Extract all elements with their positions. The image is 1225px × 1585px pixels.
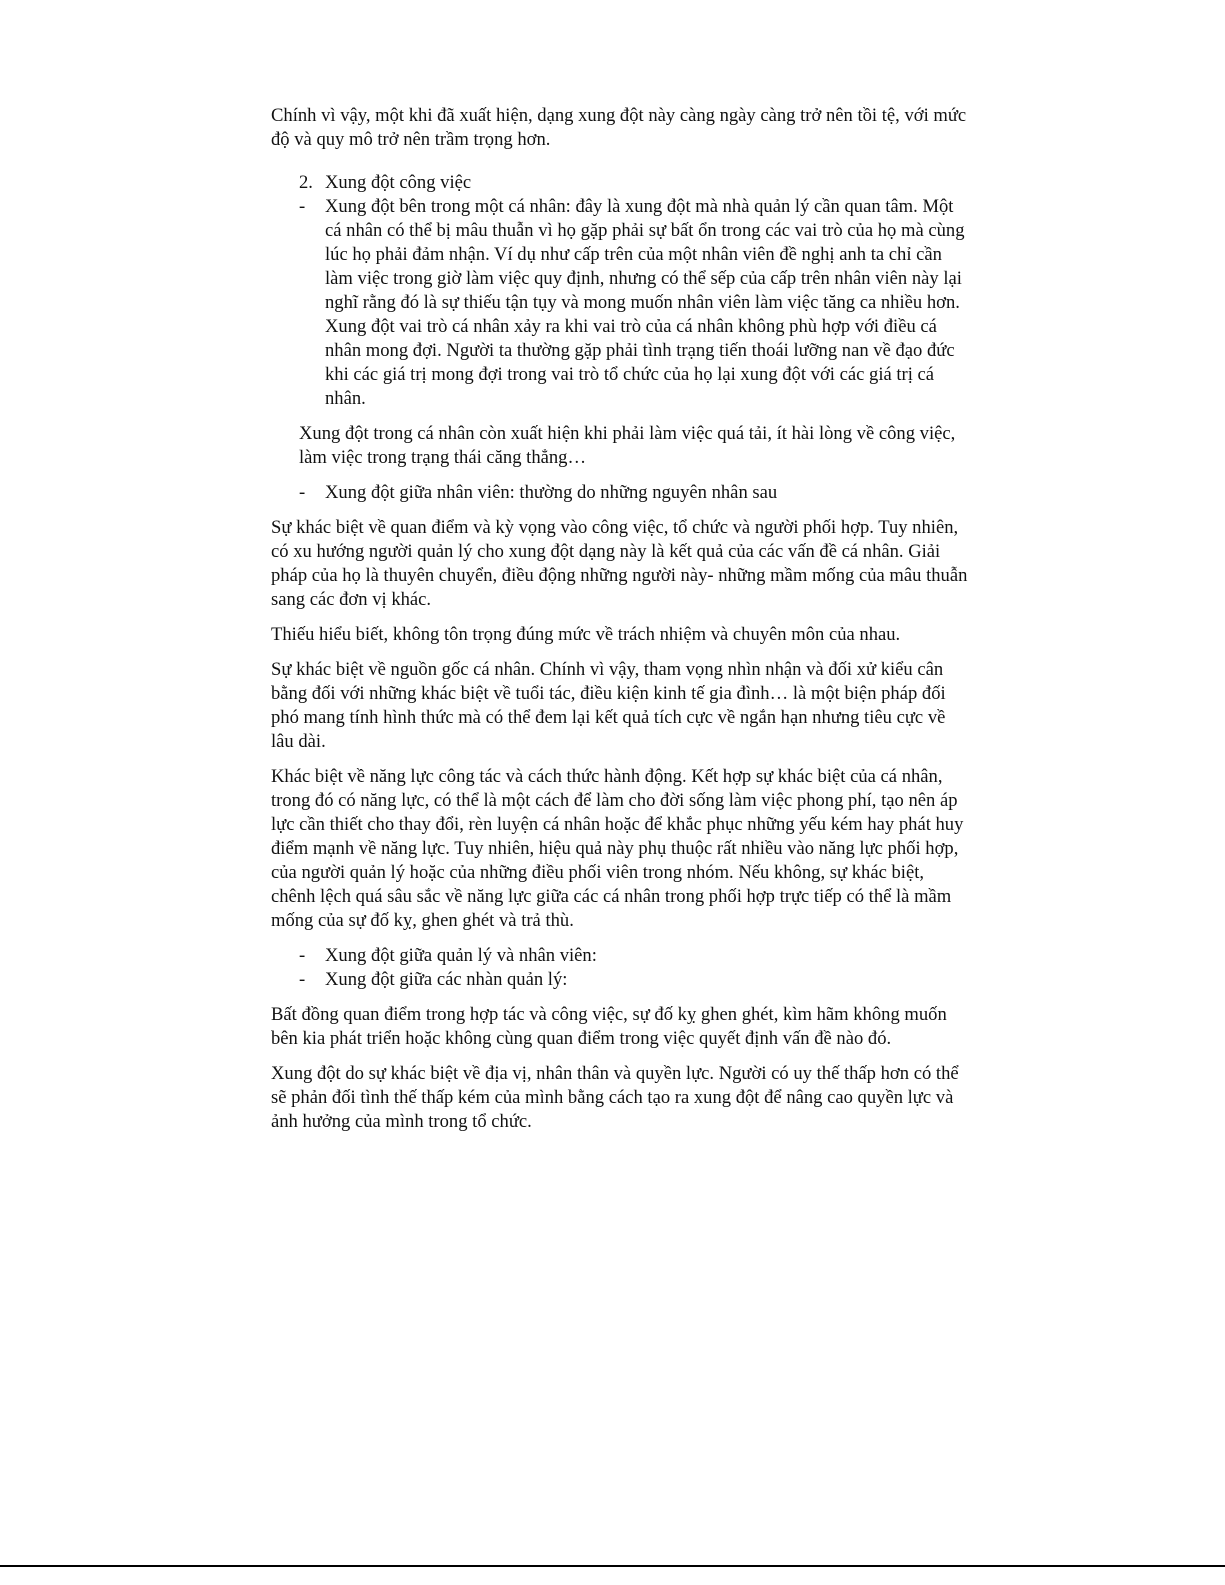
spacer: [271, 992, 971, 1003]
list-item-text: Xung đột công việc: [325, 172, 472, 193]
spacer: [271, 163, 971, 171]
list-item-text: Xung đột giữa nhân viên: thường do những nguyên nhân sau: [325, 482, 778, 503]
list-item-text: Xung đột giữa quản lý và nhân viên:: [325, 945, 597, 966]
bullet-list-item: [271, 944, 971, 968]
paragraph: Khác biệt về năng lực công tác và cách thức hành động. Kết hợp sự khác biệt của cá nhân, trong đó có năng lực, có thể là một cách để làm cho đời sống làm việc phong phí, tạo nên áp lực cần thiết cho thay đổi, rèn luyện cá nhân hoặc để khắc phục những yếu kém hay phát huy điểm mạnh về năng lực. Tuy nhiên, hiệu quả này phụ thuộc rất nhiều vào năng lực phối hợp, của người quản lý hoặc của những điều phối viên trong nhóm. Nếu không, sự khác biệt, chênh lệch quá sâu sắc về năng lực giữa các cá nhân trong phối hợp trực tiếp có thể là mầm mống của sự đố kỵ, ghen ghét và trả thù.: [271, 766, 964, 931]
list-bullet: -: [299, 196, 306, 217]
list-item-text: Xung đột giữa các nhàn quản lý:: [325, 969, 568, 990]
paragraph: Sự khác biệt về quan điểm và kỳ vọng vào công việc, tổ chức và người phối hợp. Tuy nhiên, có xu hướng người quản lý cho xung đột dạng này là kết quả của các vấn đề cá nhân. Giải pháp của họ là thuyên chuyển, điều động những người này- những mầm mống của mâu thuẫn sang các đơn vị khác.: [271, 517, 968, 610]
spacer: [271, 411, 971, 422]
paragraph: Thiếu hiểu biết, không tôn trọng đúng mức về trách nhiệm và chuyên môn của nhau.: [271, 624, 901, 645]
paragraph: Sự khác biệt về nguồn gốc cá nhân. Chính vì vậy, tham vọng nhìn nhận và đối xử kiểu cân bằng đối với những khác biệt về tuổi tác, điều kiện kinh tế gia đình… là một biện pháp đối phó mang tính hình thức mà có thể đem lại kết quả tích cực về ngắn hạn nhưng tiêu cực về lâu dài.: [271, 659, 946, 752]
bullet-list-item: [271, 195, 971, 411]
indented-paragraph: Xung đột trong cá nhân còn xuất hiện khi phải làm việc quá tải, ít hài lòng về công việc, làm việc trong trạng thái căng thẳng…: [299, 423, 956, 468]
numbered-list-item: [271, 171, 971, 195]
bullet-list-item: [271, 481, 971, 505]
bullet-list-item: [271, 968, 971, 992]
spacer: [271, 505, 971, 516]
paragraph: Chính vì vậy, một khi đã xuất hiện, dạng xung đột này càng ngày càng trở nên tồi tệ, với mức độ và quy mô trở nên trầm trọng hơn.: [271, 105, 967, 150]
list-number: 2.: [299, 172, 313, 193]
list-bullet: -: [299, 945, 306, 966]
list-bullet: -: [299, 969, 306, 990]
document-page: [271, 104, 971, 1145]
paragraph: Bất đồng quan điểm trong hợp tác và công việc, sự đố kỵ ghen ghét, kìm hãm không muốn bên kia phát triển hoặc không cùng quan điểm trong việc quyết định vấn đề nào đó.: [271, 1004, 947, 1049]
list-bullet: -: [299, 482, 306, 503]
list-item-text: Xung đột bên trong một cá nhân: đây là xung đột mà nhà quản lý cần quan tâm. Một cá nhân có thể bị mâu thuẫn vì họ gặp phải sự bất ổn trong các vai trò của họ mà cùng lúc họ phải đảm nhận. Ví dụ như cấp trên của một nhân viên đề nghị anh ta chỉ cần làm việc trong giờ làm việc quy định, nhưng có thể sếp của cấp trên nhân viên này lại nghĩ rằng đó là sự thiếu tận tụy và mong muốn nhân viên làm việc tăng ca nhiều hơn. Xung đột vai trò cá nhân xảy ra khi vai trò của cá nhân không phù hợp với điều cá nhân mong đợi. Người ta thường gặp phải tình trạng tiến thoái lưỡng nan về đạo đức khi các giá trị mong đợi trong vai trò tổ chức của họ lại xung đột với các giá trị cá nhân.: [325, 196, 965, 409]
paragraph: Xung đột do sự khác biệt về địa vị, nhân thân và quyền lực. Người có uy thế thấp hơn có thể sẽ phản đối tình thế thấp kém của mình bằng cách tạo ra xung đột để nâng cao quyền lực và ảnh hưởng của mình trong tổ chức.: [271, 1063, 959, 1132]
page-bottom-border: [0, 1565, 1225, 1567]
